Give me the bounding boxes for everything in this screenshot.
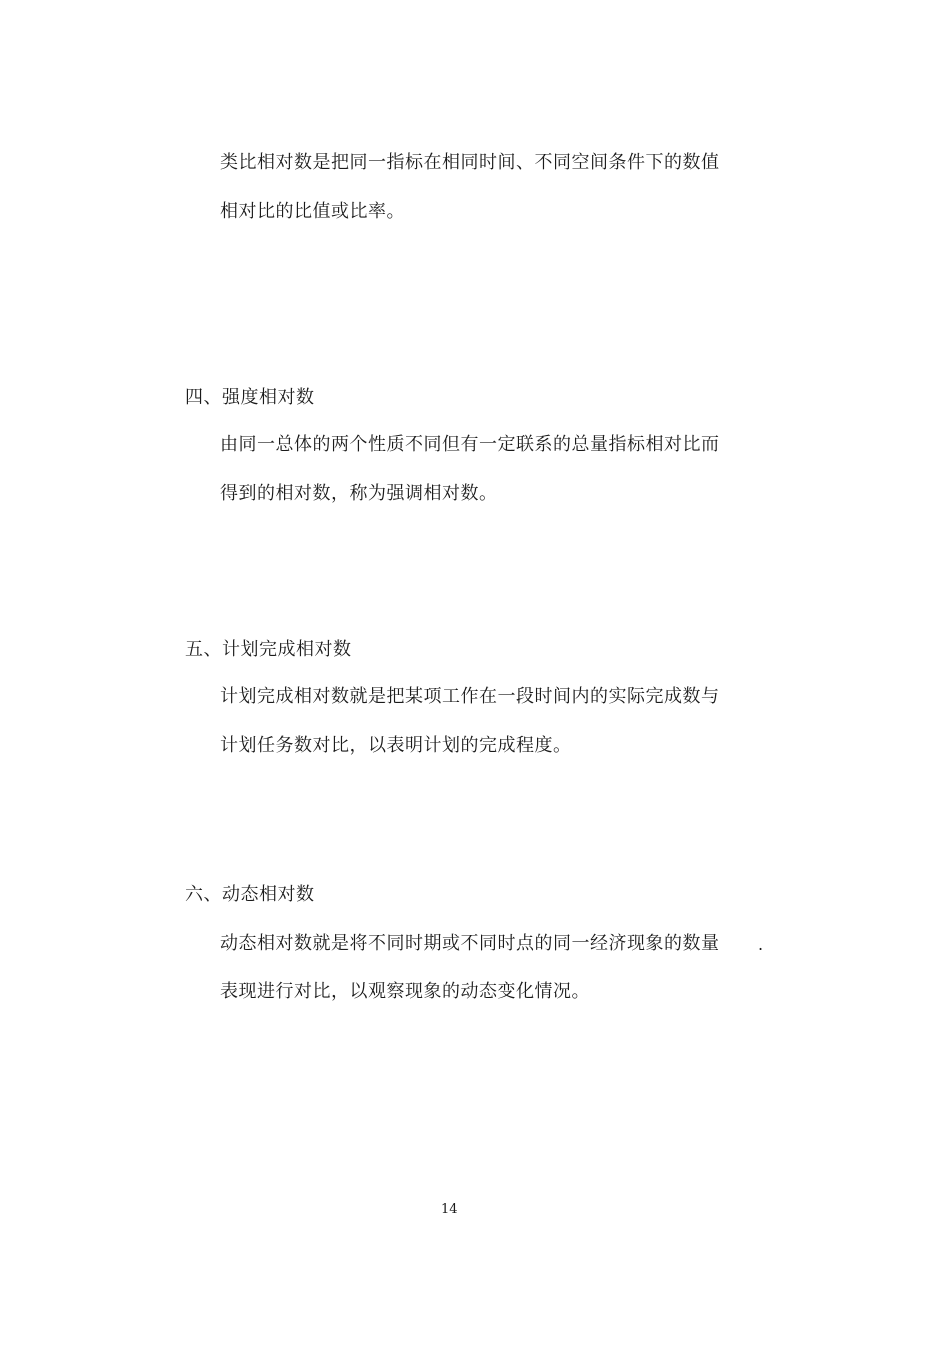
paragraph-line: 计划完成相对数就是把某项工作在一段时间内的实际完成数与 bbox=[220, 686, 720, 707]
margin-mark: . bbox=[758, 935, 764, 954]
paragraph-line: 表现进行对比，以观察现象的动态变化情况。 bbox=[220, 981, 590, 1002]
section-heading: 五、计划完成相对数 bbox=[185, 639, 352, 660]
section-heading: 四、强度相对数 bbox=[185, 387, 315, 408]
paragraph-line: 由同一总体的两个性质不同但有一定联系的总量指标相对比而 bbox=[220, 434, 720, 455]
paragraph-line: 类比相对数是把同一指标在相同时间、不同空间条件下的数值 bbox=[220, 152, 720, 173]
paragraph-line: 相对比的比值或比率。 bbox=[220, 201, 405, 222]
paragraph-line: 计划任务数对比，以表明计划的完成程度。 bbox=[220, 735, 572, 756]
paragraph-line: 得到的相对数，称为强调相对数。 bbox=[220, 483, 498, 504]
page-number: 14 bbox=[441, 1202, 458, 1217]
section-heading: 六、动态相对数 bbox=[185, 884, 315, 905]
paragraph-line: 动态相对数就是将不同时期或不同时点的同一经济现象的数量 bbox=[220, 933, 720, 954]
